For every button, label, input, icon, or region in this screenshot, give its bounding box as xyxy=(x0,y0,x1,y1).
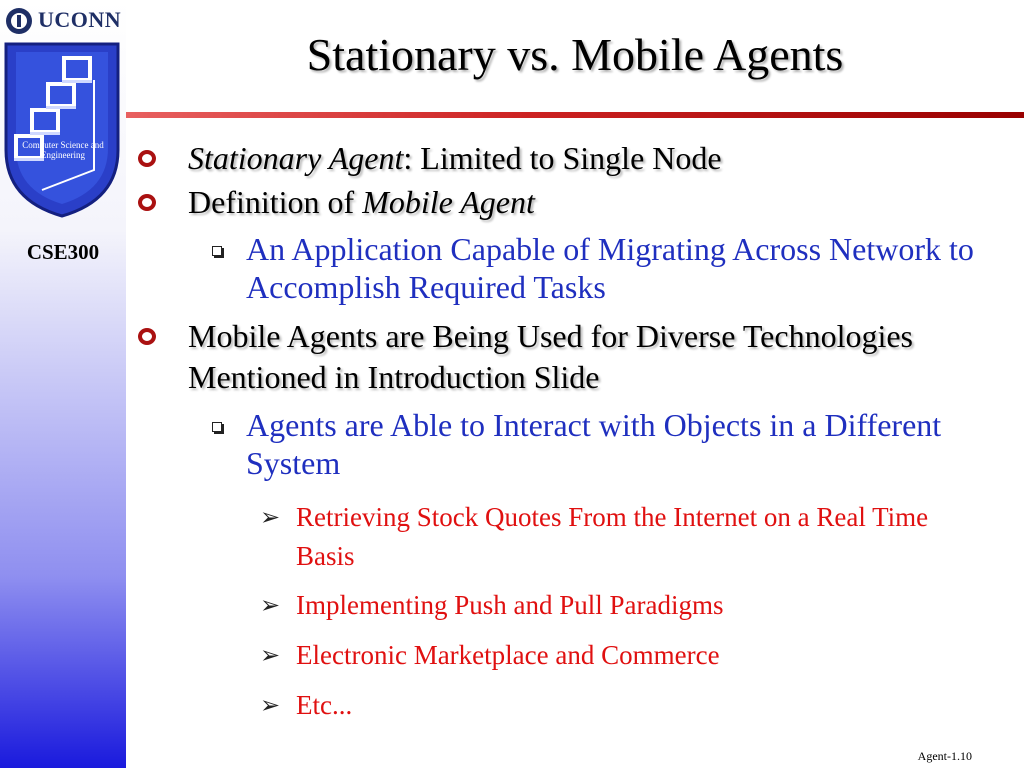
shield-caption: Computer Science and Engineering xyxy=(22,140,104,160)
uconn-logo xyxy=(2,4,120,40)
sub-bullet-interact xyxy=(246,406,986,482)
circle-bullet-icon xyxy=(138,194,156,211)
square-bullet-icon xyxy=(212,422,222,432)
slide-title: Stationary vs. Mobile Agents xyxy=(306,29,844,80)
circle-bullet-icon xyxy=(138,328,156,345)
bullet-diverse-technologies xyxy=(188,316,968,398)
bullet-text: Etc... xyxy=(296,690,353,720)
networked-computers-icon xyxy=(2,40,122,218)
bullet-text: Implementing Push and Pull Paradigms xyxy=(296,590,724,620)
circle-bullet-icon xyxy=(138,150,156,167)
sub-sub-bullet-stock-quotes xyxy=(260,498,986,576)
bullet-text: : Limited to Single Node xyxy=(403,140,722,176)
bullet-text: Definition of xyxy=(188,184,363,220)
bullet-definition xyxy=(188,182,535,223)
bullet-text-italic: Mobile Agent xyxy=(362,184,535,220)
square-bullet-icon xyxy=(212,246,222,256)
bullet-text: Electronic Marketplace and Commerce xyxy=(296,640,720,670)
bullet-text: Mobile Agents are Being Used for Diverse Technologies Mentioned in Introduction Slide xyxy=(188,318,913,395)
bullet-stationary-agent xyxy=(188,138,722,179)
sub-sub-bullet-etc xyxy=(260,686,353,725)
title-divider xyxy=(126,112,1024,118)
bullet-text-italic: Stationary Agent xyxy=(188,140,404,176)
bullet-text: An Application Capable of Migrating Across Network to Accomplish Required Tasks xyxy=(246,231,974,305)
sub-sub-bullet-marketplace xyxy=(260,636,720,675)
arrow-bullet-icon: ➢ xyxy=(260,691,281,719)
slide-number: Agent-1.10 xyxy=(917,749,972,763)
course-label: CSE300 xyxy=(26,240,100,264)
bullet-text: Agents are Able to Interact with Objects in a Different System xyxy=(246,407,942,481)
logo-text: UCONN xyxy=(38,7,122,32)
sub-bullet-application xyxy=(246,230,986,306)
arrow-bullet-icon: ➢ xyxy=(260,503,281,531)
arrow-bullet-icon: ➢ xyxy=(260,591,281,619)
bullet-text: Retrieving Stock Quotes From the Internet on a Real Time Basis xyxy=(296,502,929,571)
uconn-seal-icon xyxy=(4,6,34,36)
sub-sub-bullet-push-pull xyxy=(260,586,724,625)
sidebar xyxy=(0,0,126,768)
arrow-bullet-icon: ➢ xyxy=(260,641,281,669)
